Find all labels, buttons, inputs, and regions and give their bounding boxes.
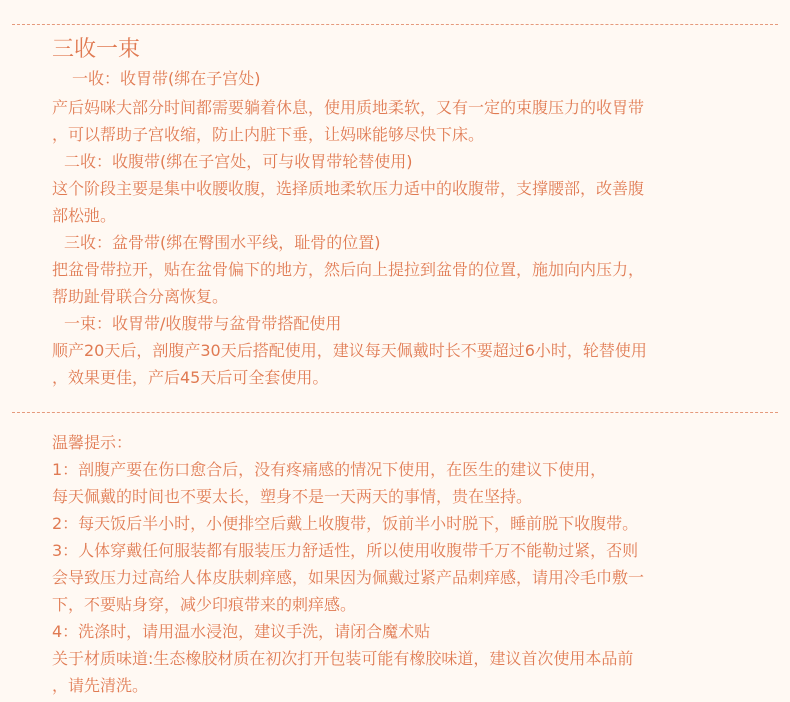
tips-title: 温馨提示： bbox=[52, 433, 133, 452]
block-heading-2: 二收：收腹带(绑在子宫处，可与收胃带轮替使用) bbox=[64, 152, 413, 171]
block-heading-3: 三收：盆骨带(绑在臀围水平线，耻骨的位置) bbox=[64, 233, 381, 252]
tip-line-4: 3：人体穿戴任何服装都有服装压力舒适性，所以使用收腹带千万不能勒过紧，否则 bbox=[52, 541, 639, 560]
block-2-line-1: 这个阶段主要是集中收腰收腹，选择质地柔软压力适中的收腹带，支撑腰部，改善腹 bbox=[52, 179, 645, 198]
block-heading-1: 一收：收胃带(绑在子宫处) bbox=[72, 69, 261, 88]
tip-line-9: ，请先清洗。 bbox=[52, 676, 149, 695]
tip-line-3: 2：每天饭后半小时，小便排空后戴上收腹带，饭前半小时脱下，睡前脱下收腹带。 bbox=[52, 514, 639, 533]
block-heading-4: 一束：收胃带/收腹带与盆骨带搭配使用 bbox=[64, 314, 342, 333]
tip-line-5: 会导致压力过高给人体皮肤刺痒感，如果因为佩戴过紧产品刺痒感，请用冷毛巾敷一 bbox=[52, 568, 645, 587]
block-1-line-1: 产后妈咪大部分时间都需要躺着休息，使用质地柔软，又有一定的束腹压力的收胃带 bbox=[52, 98, 645, 117]
tip-line-7: 4：洗涤时，请用温水浸泡，建议手洗，请闭合魔术贴 bbox=[52, 622, 431, 641]
tip-line-8: 关于材质味道:生态橡胶材质在初次打开包装可能有橡胶味道，建议首次使用本品前 bbox=[52, 649, 634, 668]
tip-line-2: 每天佩戴的时间也不要太长，塑身不是一天两天的事情，贵在坚持。 bbox=[52, 487, 533, 506]
block-4-line-2: ，效果更佳，产后45天后可全套使用。 bbox=[52, 368, 329, 387]
tip-line-6: 下，不要贴身穿，减少印痕带来的刺痒感。 bbox=[52, 595, 357, 614]
section-title: 三收一束 bbox=[52, 37, 141, 62]
block-2-line-2: 部松弛。 bbox=[52, 206, 117, 225]
block-1-line-2: ，可以帮助子宫收缩，防止内脏下垂，让妈咪能够尽快下床。 bbox=[52, 125, 485, 144]
block-3-line-2: 帮助趾骨联合分离恢复。 bbox=[52, 287, 229, 306]
top-divider bbox=[12, 24, 778, 25]
tip-line-1: 1：剖腹产要在伤口愈合后，没有疼痛感的情况下使用，在医生的建议下使用， bbox=[52, 460, 607, 479]
block-3-line-1: 把盆骨带拉开，贴在盆骨偏下的地方，然后向上提拉到盆骨的位置，施加向内压力， bbox=[52, 260, 645, 279]
block-4-line-1: 顺产20天后，剖腹产30天后搭配使用，建议每天佩戴时长不要超过6小时，轮替使用 bbox=[52, 341, 647, 360]
middle-divider bbox=[12, 412, 778, 413]
